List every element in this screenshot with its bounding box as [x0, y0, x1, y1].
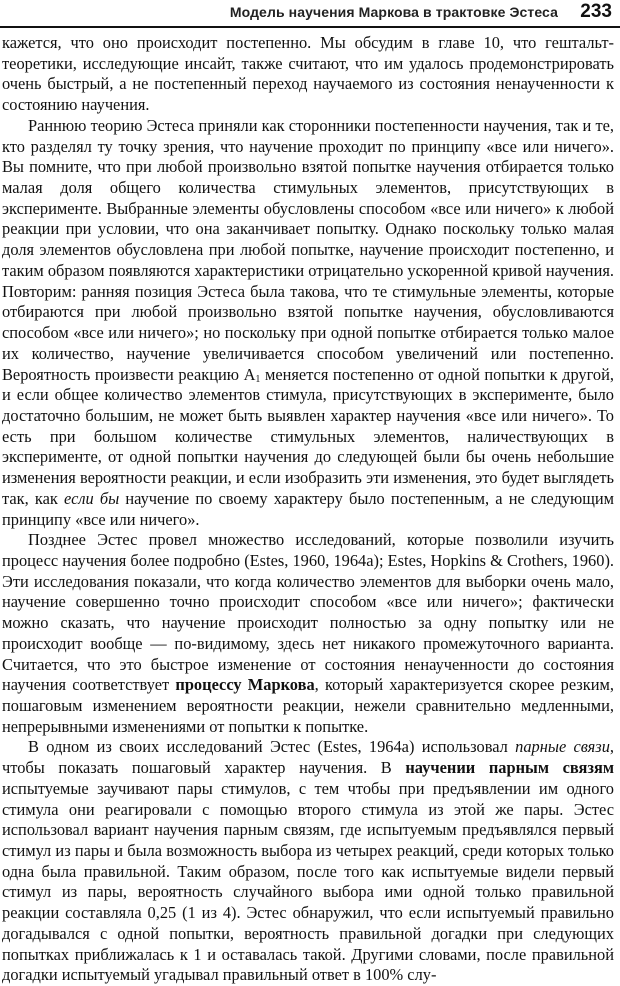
paragraph-2-text-b: меняется постепенно от одной попытки к другой, и если общее количество элементов стимула, присутствующих в эксперименте, было достаточно большим, не может быть выявлен характер научения «все или ничего». То есть при большом количестве стимульных элементов, наличествующих в эксперименте, от одной попытки научения до следующей были бы очень небольшие изменения вероятности реакции, и если изобразить эти изменения, это будет выглядеть так, как — [2, 364, 614, 508]
italic-phrase: если бы — [64, 488, 120, 508]
header-rule — [0, 26, 620, 28]
paragraph-4-text-c: испытуемые заучивают пары стимулов, с тем чтобы при предъявлении им одного стимула они реагировали с помощью второго стимула из этой же пары. Эстес использовал вариант научения парным связям, где испытуемым предъявлялся первый стимул из пары и была возможность выбора из четырех реакций, среди которых только одна была правильной. Таким образом, после того как испытуемые видели первый стимул из пары, вероятность случайного выбора ими одной только правильной реакции составляла 0,25 (1 из 4). Эстес обнаружил, что если испытуемый правильно догадывался с одной попытки, вероятность правильной догадки при следующих попытках приближалась к 1 и оставалась такой. Другими словами, после правильной догадки испытуемый угадывал правильный ответ в 100% слу- — [2, 778, 614, 985]
paragraph-3 — [2, 530, 614, 737]
italic-term-paired-associates: парные связи — [515, 737, 610, 757]
paragraph-3-text-a: Позднее Эстес провел множество исследований, которые позволили изучить процесс научения более подробно (Estes, 1960, 1964a); Estes, Hopkins & Crothers, 1960). Эти исследования показали, что когда количество элементов для выборки очень мало, научение совершенно точно происходит способом «все или ничего»; фактически можно сказать, что научение происходит полностью за одну попытку или не происходит вообще — по-видимому, здесь нет никакого промежуточного варианта. Считается, что это быстрое изменение от состояния ненаученности до состояния научения соответствует — [2, 530, 614, 695]
body-text — [2, 33, 614, 986]
paragraph-2 — [2, 116, 614, 530]
subscript-index: 1 — [255, 373, 261, 385]
running-title: Модель научения Маркова в трактовке Эстеса — [229, 4, 558, 20]
paragraph-1: кажется, что оно происходит постепенно. Мы обсудим в главе 10, что гештальт-теоретики, исследующие инсайт, также считают, что им удалось продемонстрировать очень быстрый, а не постепенный переход научаемого из состояния ненаученности к состоянию научения. — [2, 33, 614, 115]
bold-term-markov-process: процессу Маркова — [175, 675, 315, 695]
paragraph-2-text-c: научение по своему характеру было постепенным, а не следующим принципу «все или ничего». — [2, 488, 614, 529]
paragraph-4-text-a: В одном из своих исследований Эстес (Estes, 1964a) использовал — [28, 737, 516, 757]
paragraph-4 — [2, 737, 614, 986]
page-number: 233 — [580, 1, 612, 22]
paragraph-3-text-b: , который характеризуется скорее резким, пошаговым изменением вероятности реакции, нежели сравнительно медленными, непрерывными изменениями от попытки к попытке. — [2, 675, 614, 736]
paragraph-2-text-a: Раннюю теорию Эстеса приняли как сторонники постепенности научения, так и те, кто разделял ту точку зрения, что научение проходит по принципу «все или ничего». Вы помните, что при любой произвольно взятой попытке научения отбирается только малая доля общего количества стимульных элементов, присутствующих в эксперименте. Выбранные элементы обусловлены способом «все или ничего» к любой реакции при условии, что она заканчивает попытку. Однако поскольку только малая доля элементов обусловлена при любой попытке, научение происходит постепенно, и таким образом появляются характеристики отрицательно ускоренной кривой научения. Повторим: ранняя позиция Эстеса была такова, что те стимульные элементы, которые отбираются при любой произвольно взятой попытке научения, обусловливаются способом «все или ничего»; но поскольку при одной попытке отбирается только малое их количество, научение увеличивается способом увеличений или постепенно. Вероятность произвести реакцию A — [2, 115, 614, 384]
paragraph-4-text-b: , чтобы показать пошаговый характер научения. В — [2, 737, 614, 778]
running-header — [0, 0, 620, 30]
bold-term-paired-associate-learning: научении парным связям — [405, 758, 614, 778]
